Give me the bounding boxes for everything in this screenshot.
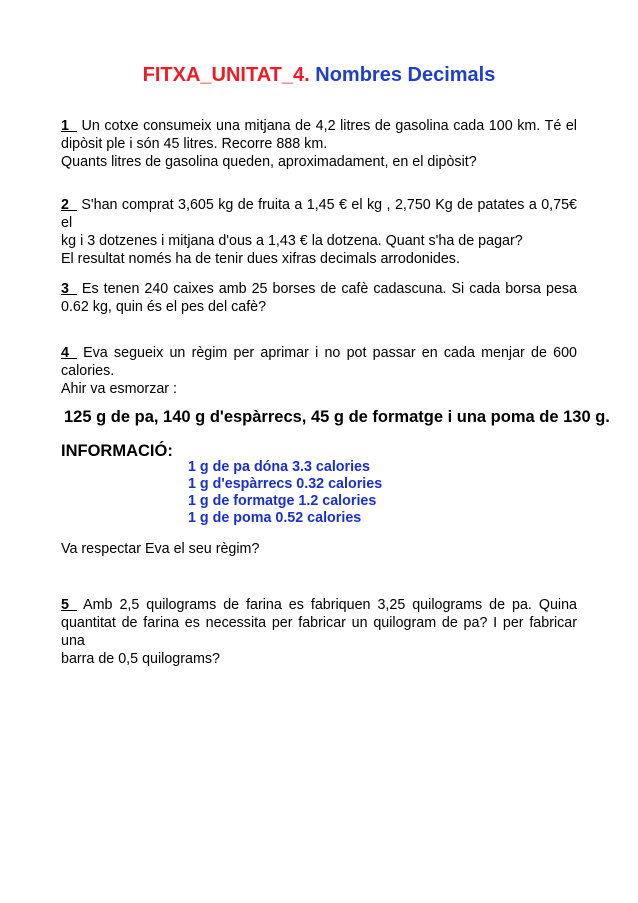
exercise-2-line-1: 2_ S'han comprat 3,605 kg de fruita a 1,45 € el kg , 2,750 Kg de patates a 0,75€ el: [61, 197, 577, 231]
exercise-2-line-3: El resultat només ha de tenir dues xifras decimals arrodonides.: [61, 251, 460, 267]
exercise-3: [61, 280, 577, 316]
exercise-5-line-3: barra de 0,5 quilograms?: [61, 651, 220, 667]
exercise-1: [61, 117, 577, 171]
calorie-info-list: [188, 459, 382, 527]
info-item-esparrecs: 1 g d'espàrrecs 0.32 calories: [188, 476, 383, 492]
exercise-4-number: 4_: [61, 345, 77, 361]
info-item-poma: 1 g de poma 0.52 calories: [188, 510, 362, 526]
exercise-1-line-1: 1_ Un cotxe consumeix una mitjana de 4,2 litres de gasolina cada 100 km. Té el: [61, 118, 577, 134]
info-item-pa: 1 g de pa dóna 3.3 calories: [188, 459, 370, 475]
exercise-5: [61, 596, 577, 668]
breakfast-list: 125 g de pa, 140 g d'espàrrecs, 45 g de formatge i una poma de 130 g.: [64, 408, 610, 426]
exercise-1-number: 1_: [61, 118, 77, 134]
exercise-2-line-2: kg i 3 dotzenes i mitjana d'ous a 1,43 € la dotzena. Quant s'ha de pagar?: [61, 233, 523, 249]
page-title: [0, 63, 638, 87]
exercise-4-line-2: calories.: [61, 363, 115, 379]
exercise-4-line-1: 4_ Eva segueix un règim per aprimar i no pot passar en cada menjar de 600: [61, 345, 577, 361]
exercise-5-line-1: 5_ Amb 2,5 quilograms de farina es fabriquen 3,25 quilograms de pa. Quina: [61, 597, 577, 613]
exercise-2-number: 2_: [61, 197, 77, 213]
exercise-5-line-2: quantitat de farina es necessita per fabricar un quilogram de pa? I per fabricar una: [61, 615, 577, 649]
exercise-4: [61, 344, 577, 398]
info-heading: INFORMACIÓ:: [61, 442, 173, 460]
exercise-3-line-1: 3_ Es tenen 240 caixes amb 25 borses de cafè cadascuna. Si cada borsa pesa: [61, 281, 577, 297]
exercise-2: [61, 196, 577, 268]
title-unit: FITXA_UNITAT_4.: [142, 64, 310, 86]
exercise-4-line-3: Ahir va esmorzar :: [61, 381, 177, 397]
exercise-1-line-3: Quants litres de gasolina queden, aproximadament, en el dipòsit?: [61, 154, 477, 170]
exercise-4-question: Va respectar Eva el seu règim?: [61, 541, 260, 557]
exercise-1-line-2: dipòsit ple i són 45 litres. Recorre 888 km.: [61, 136, 328, 152]
title-topic: Nombres Decimals: [315, 64, 496, 86]
exercise-3-line-2: 0.62 kg, quin és el pes del cafè?: [61, 299, 267, 315]
exercise-3-number: 3_: [61, 281, 77, 297]
info-item-formatge: 1 g de formatge 1.2 calories: [188, 493, 377, 509]
exercise-5-number: 5_: [61, 597, 77, 613]
